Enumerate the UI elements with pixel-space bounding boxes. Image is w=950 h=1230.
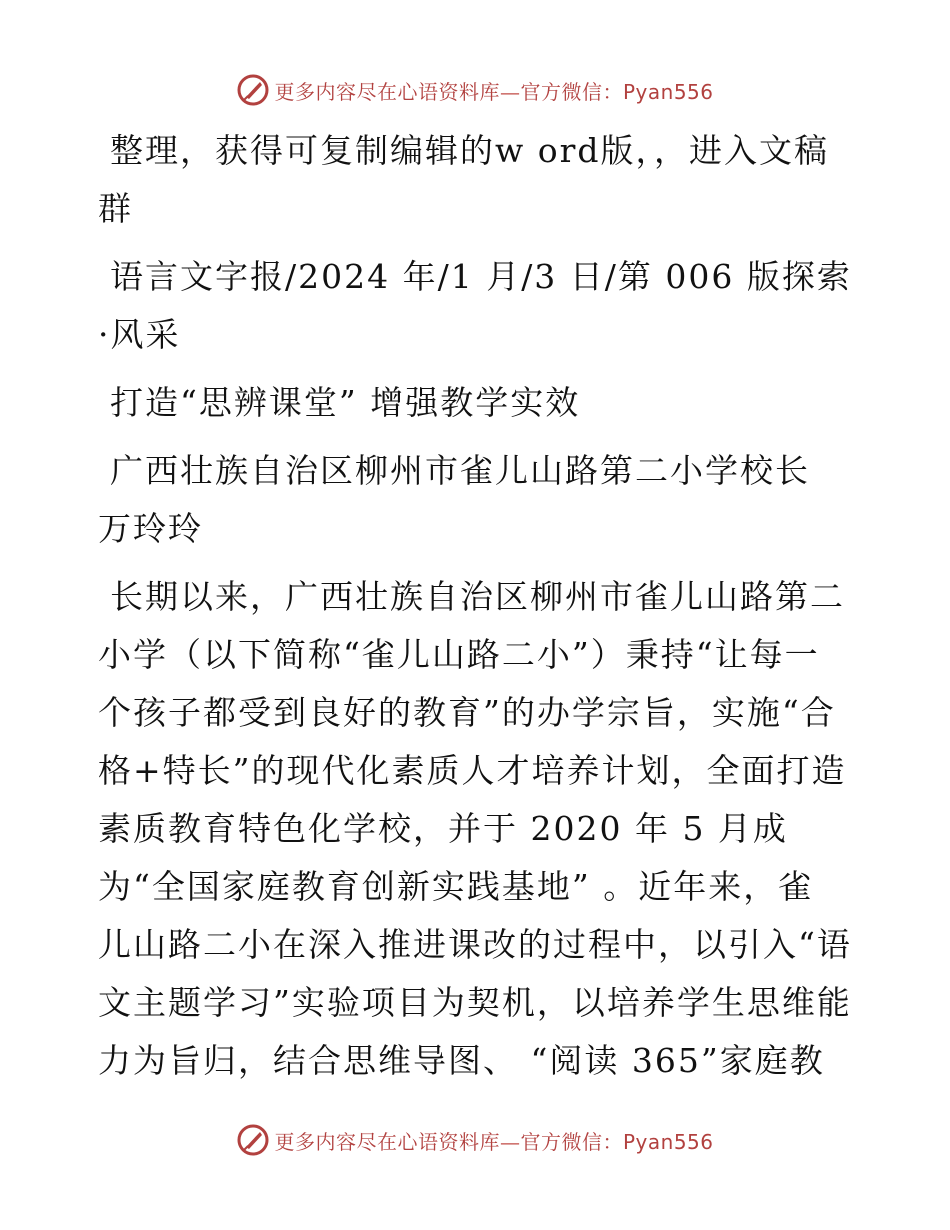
watermark-wechat-id: Pyan556 [622, 1129, 714, 1154]
body-line: 儿山路二小在深入推进课改的过程中，以引入“语 [98, 925, 852, 964]
article-title [98, 374, 858, 432]
header-watermark [0, 70, 950, 110]
author-paragraph [98, 442, 858, 558]
footer-watermark [0, 1120, 950, 1160]
document-body [98, 122, 858, 1090]
author-line-2: 万玲玲 [98, 509, 203, 548]
watermark-separator: — [499, 79, 521, 104]
body-line: 小学（以下简称“雀儿山路二小”）秉持“让每一 [98, 635, 820, 674]
source-paragraph [98, 248, 858, 364]
watermark-wechat-label: 官方微信： [520, 1129, 623, 1154]
watermark-separator: — [499, 1129, 521, 1154]
body-line: 素质教育特色化学校，并于 2020 年 5 月成 [98, 809, 788, 848]
quill-logo-icon [236, 1123, 270, 1157]
body-paragraph [98, 568, 858, 1090]
watermark-wechat-label: 官方微信： [520, 79, 623, 104]
watermark-main: 更多内容尽在心语资料库 [274, 1129, 500, 1154]
body-line: 力为旨归，结合思维导图、 “阅读 365”家庭教 [98, 1041, 825, 1080]
watermark-text [274, 1126, 713, 1155]
quill-logo-icon [236, 73, 270, 107]
body-line: 长期以来，广西壮族自治区柳州市雀儿山路第二 [110, 577, 845, 616]
watermark-wechat-id: Pyan556 [622, 79, 714, 104]
article-title-text: 打造“思辨课堂” 增强教学实效 [110, 383, 581, 422]
source-line-2: ·风采 [98, 315, 181, 354]
body-line: 文主题学习”实验项目为契机，以培养学生思维能 [98, 983, 852, 1022]
body-line: 个孩子都受到良好的教育”的办学宗旨，实施“合 [98, 693, 836, 732]
intro-line-2: 群 [98, 189, 133, 228]
source-line-1: 语言文字报/2024 年/1 月/3 日/第 006 版探索 [110, 257, 852, 296]
intro-line-1: 整理，获得可复制编辑的w ord版，，进入文稿 [110, 131, 830, 170]
body-line: 格+特长”的现代化素质人才培养计划，全面打造 [98, 751, 847, 790]
watermark-main: 更多内容尽在心语资料库 [274, 79, 500, 104]
intro-paragraph [98, 122, 858, 238]
author-line-1: 广西壮族自治区柳州市雀儿山路第二小学校长 [110, 451, 810, 490]
watermark-text [274, 76, 713, 105]
body-line: 为“全国家庭教育创新实践基地” 。近年来，雀 [98, 867, 814, 906]
